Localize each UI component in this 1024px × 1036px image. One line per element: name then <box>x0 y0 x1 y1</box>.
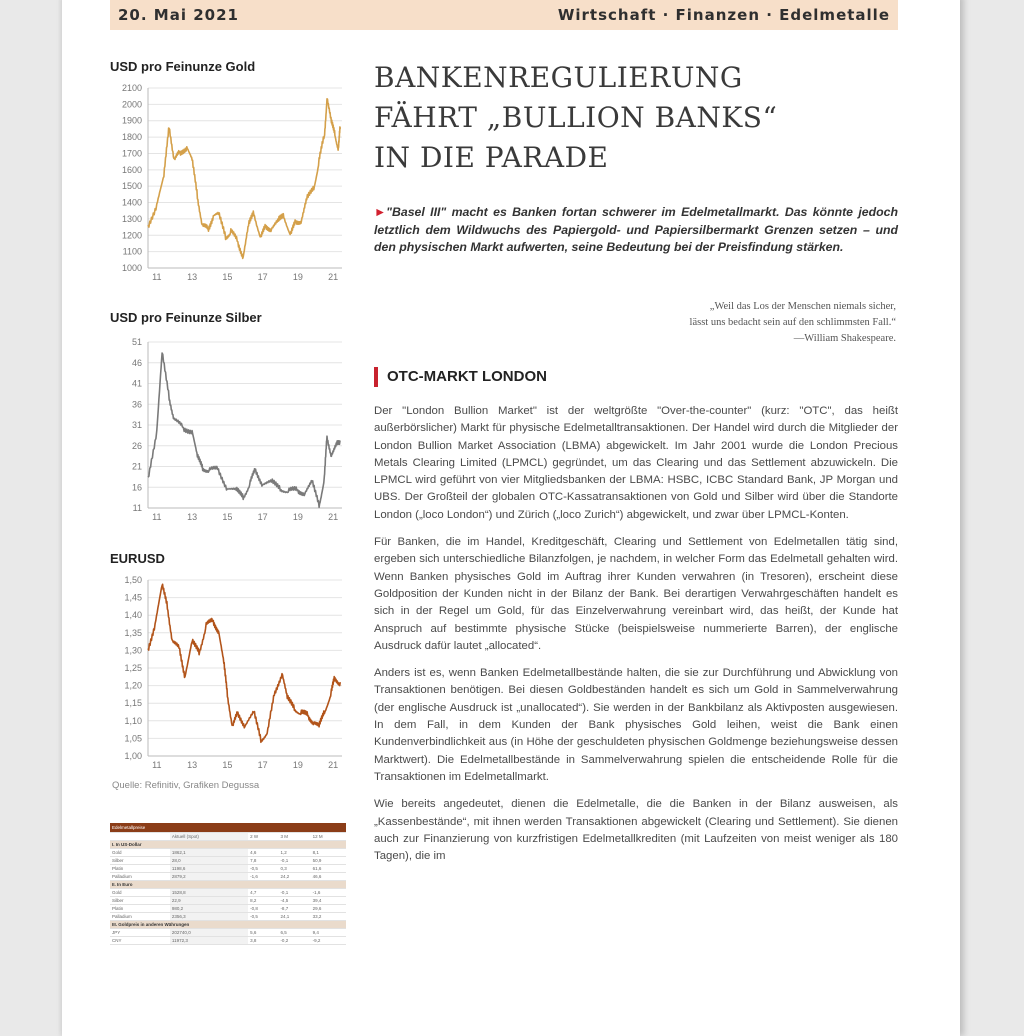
table-cell: 2 W <box>248 833 278 841</box>
table-cell: Gold <box>110 849 170 857</box>
y-tick-label: 1900 <box>121 115 142 126</box>
y-tick-label: 41 <box>131 378 142 389</box>
x-tick-label: 13 <box>187 512 198 522</box>
table-cell: 4,6 <box>248 849 278 857</box>
gold-price-chart <box>108 78 348 293</box>
table-section-row <box>110 921 346 929</box>
table-cell <box>110 833 170 841</box>
x-tick-label: 19 <box>292 512 303 522</box>
y-tick-label: 11 <box>132 503 142 513</box>
y-tick-label: 1500 <box>121 181 142 192</box>
table-title: Edelmetallpreise <box>110 823 346 833</box>
eurusd-chart <box>108 570 348 780</box>
y-tick-label: 1,25 <box>124 663 142 673</box>
issue-date: 20. Mai 2021 <box>118 6 239 24</box>
table-cell: 46,6 <box>311 873 346 881</box>
body-paragraph: Für Banken, die im Handel, Kreditgeschäft, Clearing und Settlement von Edelmetallen tätig sind, ergeben sich unterschiedliche Bilanzfolgen, je nachdem, in welcher Form das Edelmetall gehalten wird. Wenn Banken physisches Gold im Auftrag ihrer Kunden verwahren (in Tresoren), erscheint diese Goldposition der Kunden nicht in der Bilanz der Bank. Bei derartigen Verwahrgeschäften handelt es sich in der Regel um Gold, für das Einzelverwahrung vereinbart wird, das heißt, der Kunde hat Anspruch auf bestimmte physische Stücke (beispielsweise nummerierte Barren), der englische Ausdruck dafür lautet „allocated“. <box>374 536 898 652</box>
x-tick-label: 19 <box>292 272 303 282</box>
page-header <box>110 0 898 30</box>
y-tick-label: 1,45 <box>124 592 142 603</box>
x-tick-label: 11 <box>152 760 162 770</box>
table-cell: 1528,8 <box>170 889 248 897</box>
y-tick-label: 1,15 <box>124 698 142 709</box>
body-paragraph: Der "London Bullion Market" ist der weltgrößte "Over-the-counter" (kurz: "OTC", das heißt außerbörslicher) Markt für physische Edelmetalltransaktionen. Der Handel wird durch die Mitglieder der London Bullion Market Association (LBMA) abgewickelt. Im Jahr 2001 wurde die London Precious Metals Clearing Limited (LPMCL) gegründet, um das Clearing und das Settlement abzuwickeln. Die LPMCL wird geführt von vier Mitgliedsbanken der LBMA: HSBC, ICBC Standard Bank, JP Morgan und UBS. Der Großteil der globalen OTC-Kassatransaktionen von Gold und Silber wird über die Standorte London („loco London“) und Zürich („loco Zurich“) abgewickelt, und zwar über LPMCL-Konten. <box>374 405 898 521</box>
eurusd-chart-title: EURUSD <box>110 551 165 566</box>
series-line <box>148 584 340 742</box>
y-tick-label: 16 <box>131 482 142 493</box>
y-tick-label: 1,00 <box>124 751 142 761</box>
body-paragraph: Anders ist es, wenn Banken Edelmetallbestände halten, die sie zur Durchführung und Abwicklung von Transaktionen benötigen. Bei diesen Goldbeständen handelt es sich um Gold in Sammelverwahrung (der englische Ausdruck ist „unallocated“). Sie werden in der Bankbilanz als Aktivposten ausgewiesen. In dem Fall, in dem Kunden der Bank physisches Gold leihen, weist die Bank einen Kundenverbindlichkeit aus (in Höhe der geschuldeten physischen Goldmenge beziehungsweise dessen Marktwert). Die Edelmetallbestände in Sammelverwahrung spielen die entscheidende Rolle für die Transaktionen im Edelmetallmarkt. <box>374 667 898 783</box>
table-cell: 50,9 <box>311 857 346 865</box>
table-row <box>110 905 346 913</box>
y-tick-label: 1000 <box>121 263 142 273</box>
y-tick-label: 36 <box>131 399 142 410</box>
table-cell: 8,1 <box>311 849 346 857</box>
table-cell: 7,8 <box>248 857 278 865</box>
quote-attribution: —William Shakespeare. <box>793 333 896 344</box>
table-row <box>110 889 346 897</box>
table-cell: 33,2 <box>311 913 346 921</box>
table-cell: 6,5 <box>278 929 310 937</box>
table-header-row <box>110 833 346 841</box>
table-row <box>110 857 346 865</box>
x-tick-label: 19 <box>292 760 303 770</box>
y-tick-label: 46 <box>131 357 142 368</box>
x-tick-label: 15 <box>222 760 233 770</box>
y-tick-label: 31 <box>131 420 142 430</box>
table-cell: -0,1 <box>278 857 310 865</box>
table-cell: -0,1 <box>278 889 310 897</box>
table-cell: -0,5 <box>248 913 278 921</box>
y-tick-label: 51 <box>131 337 142 347</box>
x-tick-label: 21 <box>328 272 339 282</box>
y-tick-label: 1,35 <box>124 627 142 638</box>
y-tick-label: 1,30 <box>124 645 142 656</box>
quote-line-1: „Weil das Los der Menschen niemals sicher, <box>709 301 896 312</box>
table-cell: 1198,6 <box>170 865 248 873</box>
table-cell: 4,7 <box>248 889 278 897</box>
article-lead <box>374 204 898 257</box>
lead-text: "Basel III" macht es Banken fortan schwerer im Edelmetallmarkt. Das könnte jedoch letztlich dem Wildwuchs des Papiergold- und Papiersilbermarkt Grenzen setzen – und den physischen Markt aufwerten, seine Bedeutung bei der Preisfindung stärken. <box>374 205 898 254</box>
table-cell: 12 M <box>311 833 346 841</box>
table-cell: Palladium <box>110 913 170 921</box>
y-tick-label: 1,40 <box>124 610 142 621</box>
y-tick-label: 1800 <box>121 132 142 143</box>
silver-chart-title: USD pro Feinunze Silber <box>110 310 262 325</box>
table-cell: 22,9 <box>170 897 248 905</box>
table-row <box>110 865 346 873</box>
table-cell: -1,6 <box>311 889 346 897</box>
x-tick-label: 17 <box>257 760 268 770</box>
x-tick-label: 13 <box>187 760 198 770</box>
series-line <box>148 353 340 507</box>
table-row <box>110 873 346 881</box>
table-section-row <box>110 841 346 849</box>
table-cell: 0,3 <box>278 865 310 873</box>
table-cell: 39,4 <box>311 897 346 905</box>
x-tick-label: 17 <box>257 272 268 282</box>
table-cell: 9,4 <box>311 929 346 937</box>
y-tick-label: 1400 <box>121 197 142 208</box>
table-cell: 2356,3 <box>170 913 248 921</box>
x-tick-label: 13 <box>187 272 198 282</box>
table-cell: 28,0 <box>170 857 248 865</box>
gold-chart-title: USD pro Feinunze Gold <box>110 59 256 74</box>
x-tick-label: 15 <box>222 512 233 522</box>
y-tick-label: 1600 <box>121 164 142 175</box>
table-cell: -1,6 <box>248 873 278 881</box>
table-cell: 3,8 <box>248 937 278 945</box>
x-tick-label: 17 <box>257 512 268 522</box>
series-line <box>148 99 340 259</box>
table-cell: -9,2 <box>311 937 346 945</box>
table-cell: 1,2 <box>278 849 310 857</box>
table-section-row <box>110 881 346 889</box>
y-tick-label: 1,50 <box>124 575 142 585</box>
y-tick-label: 1300 <box>121 213 142 224</box>
header-section: Wirtschaft · Finanzen · Edelmetalle <box>557 6 890 24</box>
table-cell: 24,1 <box>278 913 310 921</box>
article-headline <box>374 58 894 178</box>
table-cell: 2879,2 <box>170 873 248 881</box>
table-cell: 1862,1 <box>170 849 248 857</box>
table-row <box>110 897 346 905</box>
table-cell: -8,7 <box>278 905 310 913</box>
chart-source-note: Quelle: Refinitiv, Grafiken Degussa <box>112 780 260 791</box>
table-cell: Gold <box>110 889 170 897</box>
y-tick-label: 21 <box>131 461 142 472</box>
table-row <box>110 937 346 945</box>
article-body <box>374 403 898 875</box>
table-section-label: I. In US-Dollar <box>110 841 346 849</box>
y-tick-label: 1700 <box>121 148 142 159</box>
table-cell: 61,6 <box>311 865 346 873</box>
table-section-label: II. In Euro <box>110 881 346 889</box>
arrow-right-icon: ► <box>374 205 387 219</box>
table-cell: 980,2 <box>170 905 248 913</box>
table-row <box>110 913 346 921</box>
table-row <box>110 929 346 937</box>
table-cell: 8,2 <box>248 897 278 905</box>
precious-metals-price-table <box>110 823 346 945</box>
table-cell: 3 M <box>278 833 310 841</box>
table-cell: Aktuell (Spot) <box>170 833 248 841</box>
table-cell: 24,2 <box>278 873 310 881</box>
y-tick-label: 2000 <box>121 99 142 110</box>
table-cell: Platin <box>110 865 170 873</box>
body-paragraph: Wie bereits angedeutet, dienen die Edelmetalle, die die Banken in der Bilanz ausweisen, als „Kassenbestände“, mit ihnen werden Transaktionen abgewickelt (Clearing und Settlement). Sie dienen auch zur Finanzierung von kurzfristigen Edelmetallkrediten (mit Laufzeiten von meist weniger als 180 Tagen), die im <box>374 798 898 863</box>
table-cell: Platin <box>110 905 170 913</box>
table-cell: -0,5 <box>248 865 278 873</box>
table-section-label: III. Goldpreis in anderen Währungen <box>110 921 346 929</box>
x-tick-label: 15 <box>222 272 233 282</box>
table-title-row <box>110 823 346 833</box>
table-cell: CNY <box>110 937 170 945</box>
silver-price-chart <box>108 330 348 530</box>
y-tick-label: 26 <box>131 440 142 451</box>
table-cell: -0,8 <box>248 905 278 913</box>
y-tick-label: 1100 <box>122 246 142 257</box>
section-heading: OTC-MARKT LONDON <box>374 367 547 387</box>
headline-line-1: BANKENREGULIERUNG <box>374 61 743 94</box>
table-cell: 5,6 <box>248 929 278 937</box>
table-cell: -4,5 <box>278 897 310 905</box>
y-tick-label: 1200 <box>121 230 142 241</box>
x-tick-label: 21 <box>328 512 339 522</box>
table-cell: 11972,3 <box>170 937 248 945</box>
table-cell: Silber <box>110 857 170 865</box>
y-tick-label: 1,20 <box>124 680 142 691</box>
y-tick-label: 1,05 <box>124 733 142 744</box>
x-tick-label: 21 <box>328 760 339 770</box>
headline-line-3: IN DIE PARADE <box>374 141 609 174</box>
quote-line-2: lässt uns bedacht sein auf den schlimmsten Fall.“ <box>689 317 896 328</box>
table-cell: 29,6 <box>311 905 346 913</box>
y-tick-label: 1,10 <box>124 715 142 726</box>
x-tick-label: 11 <box>152 272 162 282</box>
epigraph-quote <box>536 299 896 347</box>
table-row <box>110 849 346 857</box>
table-cell: Silber <box>110 897 170 905</box>
headline-line-2: FÄHRT „BULLION BANKS“ <box>374 101 778 134</box>
x-tick-label: 11 <box>152 512 162 522</box>
table-cell: JPY <box>110 929 170 937</box>
y-tick-label: 2100 <box>121 83 142 93</box>
table-cell: 202740,0 <box>170 929 248 937</box>
table-cell: Palladium <box>110 873 170 881</box>
table-cell: -0,2 <box>278 937 310 945</box>
